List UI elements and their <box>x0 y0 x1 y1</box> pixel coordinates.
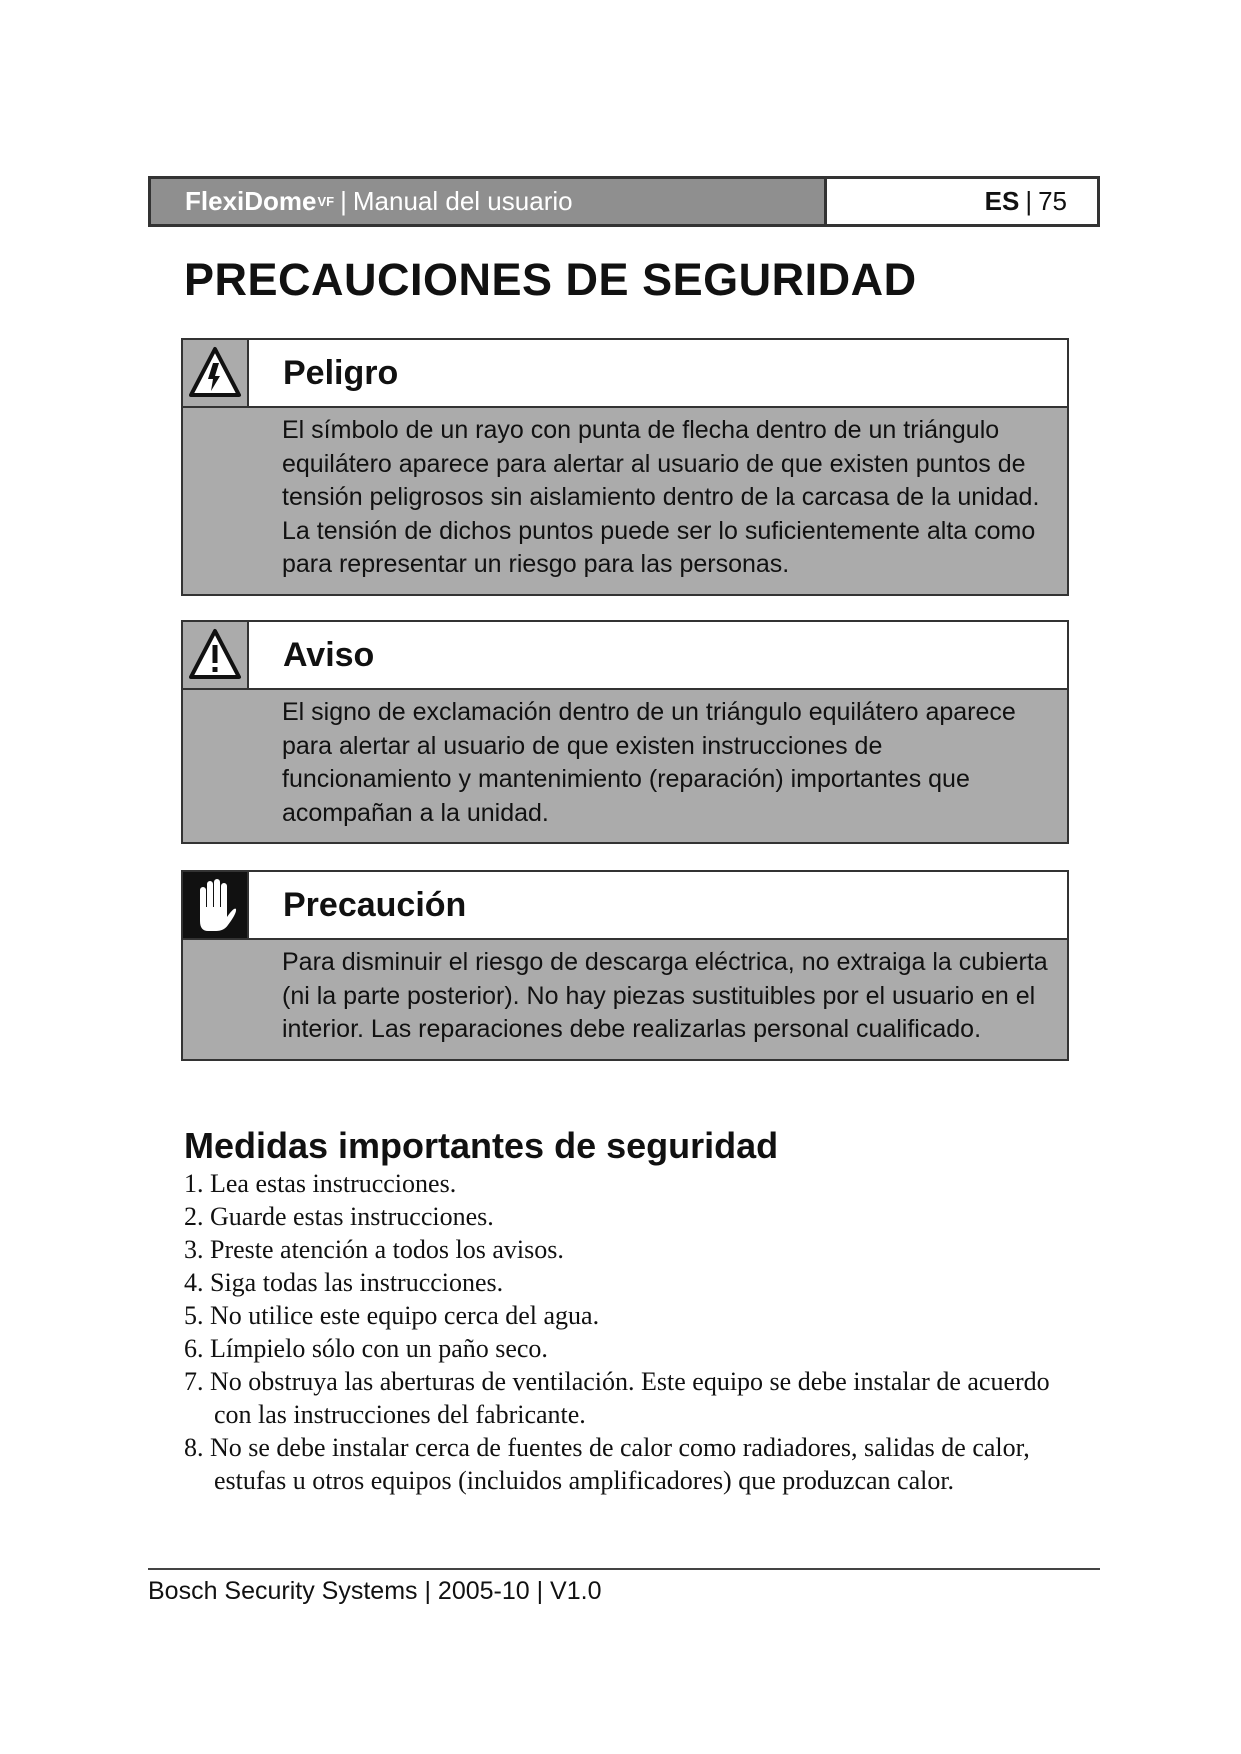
product-name: FlexiDome <box>185 186 317 216</box>
hand-stop-icon <box>183 872 249 938</box>
page-title: PRECAUCIONES DE SEGURIDAD <box>184 254 917 305</box>
header-page-area <box>824 179 1097 224</box>
product-superscript: VF <box>317 194 335 209</box>
list-item: 5. No utilice este equipo cerca del agua. <box>184 1301 600 1330</box>
notice-warning <box>181 620 1069 844</box>
list-item: 1. Lea estas instrucciones. <box>184 1169 457 1198</box>
list-item: 6. Límpielo sólo con un paño seco. <box>184 1334 548 1363</box>
notice-title: Aviso <box>249 622 1067 688</box>
manual-name: Manual del usuario <box>352 186 573 216</box>
lightning-warning-icon <box>183 340 249 406</box>
exclamation-warning-icon <box>183 622 249 688</box>
notice-text: Para disminuir el riesgo de descarga eléctrica, no extraiga la cubierta (ni la parte posterior). No hay piezas sustituibles por el usuario en el interior. Las reparaciones debe realizarlas personal cualificado. <box>282 948 1048 1043</box>
page-header <box>148 176 1100 227</box>
notice-text: El signo de exclamación dentro de un triángulo equilátero aparece para alertar al usuario de que existen instrucciones de funcionamiento y mantenimiento (reparación) importantes que acompañan a la unidad. <box>282 698 1016 827</box>
measures-list <box>184 1167 1064 1497</box>
notice-caution <box>181 870 1069 1061</box>
notice-text: El símbolo de un rayo con punta de flecha dentro de un triángulo equilátero aparece para alertar al usuario de que existen puntos de tensión peligrosos sin aislamiento dentro de la carcasa de la unidad. La tensión de dichos puntos puede ser lo suficientemente alta como para representar un riesgo para las personas. <box>282 416 1040 578</box>
header-page-separator: | <box>1025 186 1033 216</box>
notice-danger <box>181 338 1069 596</box>
notice-title: Precaución <box>249 872 1067 938</box>
measures-title: Medidas importantes de seguridad <box>184 1125 779 1166</box>
header-separator: | <box>340 186 347 216</box>
list-item: 4. Siga todas las instrucciones. <box>184 1268 504 1297</box>
page-number: 75 <box>1038 186 1067 216</box>
list-item: 8. No se debe instalar cerca de fuentes de calor como radiadores, salidas de calor, estufas u otros equipos (incluidos amplificadores) que produzcan calor. <box>184 1433 1030 1495</box>
notice-title: Peligro <box>249 340 1067 406</box>
language-code: ES <box>984 186 1020 216</box>
list-item: 7. No obstruya las aberturas de ventilación. Este equipo se debe instalar de acuerdo con las instrucciones del fabricante. <box>184 1367 1050 1429</box>
header-title-area <box>151 179 824 224</box>
footer-divider <box>148 1568 1100 1570</box>
list-item: 2. Guarde estas instrucciones. <box>184 1202 494 1231</box>
list-item: 3. Preste atención a todos los avisos. <box>184 1235 564 1264</box>
page-footer: Bosch Security Systems | 2005-10 | V1.0 <box>148 1577 602 1605</box>
